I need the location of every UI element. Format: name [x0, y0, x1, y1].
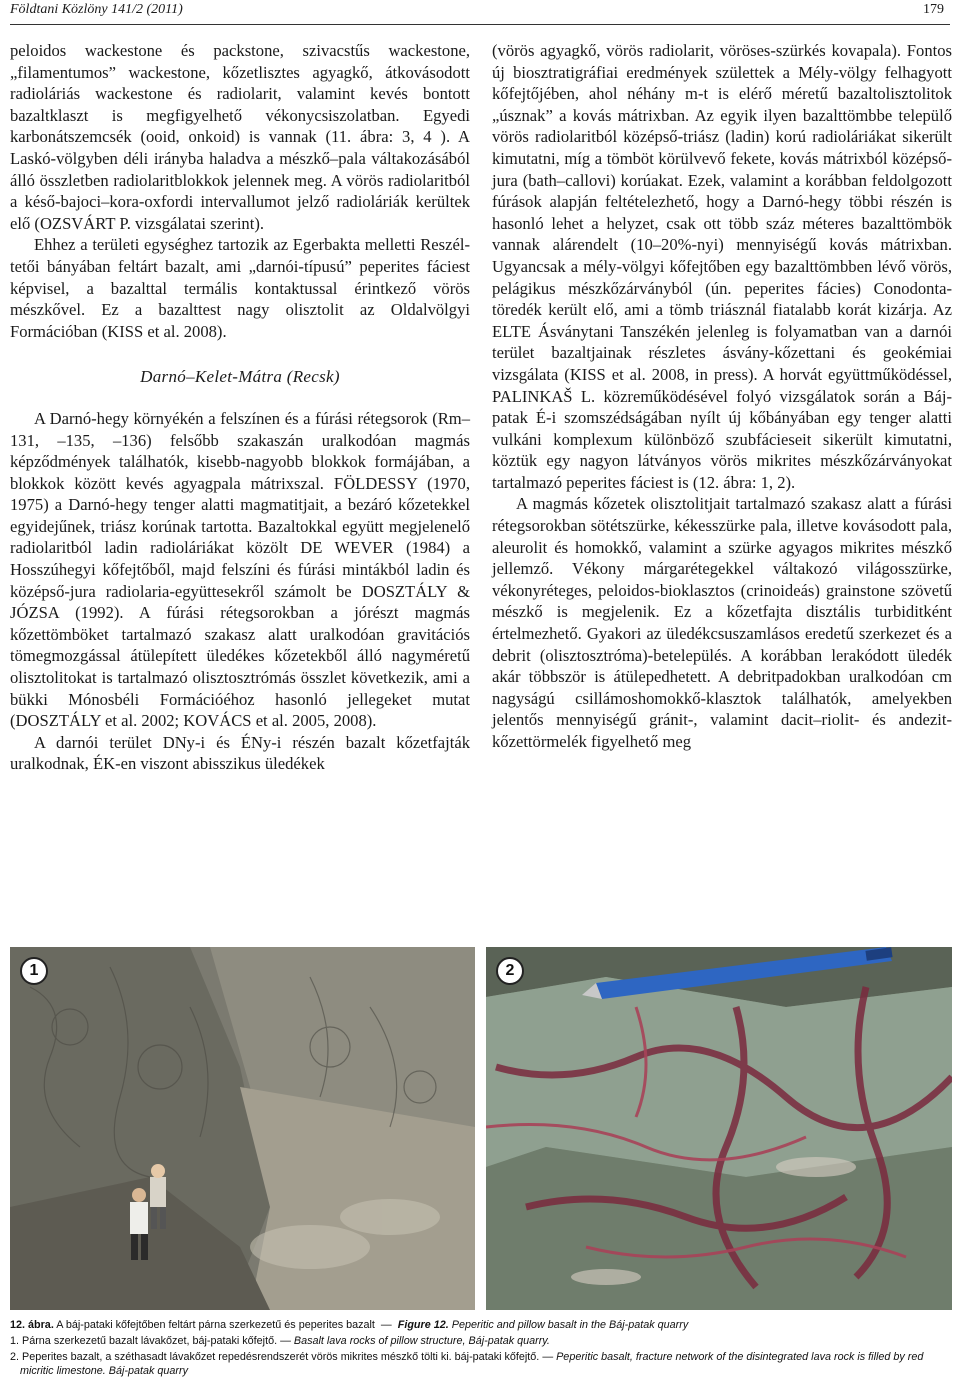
photo-pillow-basalt-quarry [10, 947, 475, 1310]
caption-item-1-hungarian: 1. Párna szerkezetű bazalt lávakőzet, báj-pataki kőfejtő. [10, 1335, 278, 1347]
caption-label: 12. ábra. [10, 1319, 54, 1331]
photo-peperitic-basalt [486, 947, 952, 1310]
caption-item-2-english: Peperitic basalt, fracture network of the disintegrated lava rock is filled by red micritic limestone. Báj-patak quarry [20, 1351, 924, 1377]
photo-number-badge: 2 [496, 957, 524, 985]
caption-item-2-hungarian: 2. Peperites bazalt, a széthasadt lávakőzet repedésrendszerét vörös mikrites mészkő tölti ki. báj-pataki kőfejtő. [10, 1351, 540, 1363]
caption-title-row [10, 1318, 956, 1332]
journal-title: Földtani Közlöny 141/2 (2011) [10, 2, 183, 17]
caption-english-label: Figure 12. [397, 1319, 449, 1331]
left-paragraph-4: A darnói terület DNy-i és ÉNy-i részén bazalt kőzetfajták uralkodnak, ÉK-en viszont abisszikus üledékek [10, 732, 470, 774]
figure-caption [10, 1318, 956, 1380]
peperite-photo-illustration [486, 947, 952, 1310]
left-paragraph-2: Ehhez a területi egységhez tartozik az Egerbakta melletti Reszél-tetői bányában feltárt bazalt, ami „darnói-típusú” peperites fáciest képvisel, a bazalttal termális kontaktussal érintkező vörös mészkővel. Ez a bazalttest nagy olisztolit az Oldalvölgyi Formációban (KISS et al. 2008). [10, 235, 470, 341]
page-number: 179 [923, 2, 944, 17]
caption-separator: — [377, 1319, 395, 1331]
quarry-photo-illustration [10, 947, 475, 1310]
right-paragraph-1: (vörös agyagkő, vörös radiolarit, vöröses-szürkés kovapala). Fontos új biosztratigráfiai eredmények születtek a Mély-völgy felhagyott kőfejtőjében, ahol néhány m-t is elérő méretű bazaltolisztolitok „úsznak” a kovás mátrixban. Az egyik ilyen bazalttömbbe települő vörös radiolaritból középső-triász (ladin) korú radioláriákat sikerült kimutatni, míg a tömböt körülvevő fekete, kovás mátrixból középső-jura (bath–callovi) korúakat. Ezek, valamint a korábban feldolgozott fúrások alapján feltételezhető, hogy a Darnó-hegy többi részén is hasonló lehet a helyzet, csak ott több száz méteres bazalttömbök vannak alárendelt (10–20%-nyi) mennyiségű kovás mátrixban. Ugyancsak a mély-völgyi kőfejtőben egy bazalttömbben lévő vörös, pelágikus mészkőzárványból (ún. peperites fácies) Conodonta-töredék került elő, ami a tömb triásznál fiatalabb korát kizárja. Az ELTE Ásványtani Tanszékén jelenleg is folyamatban van a darnói terület bazaltjainak részletes ásvány-kőzettani és geokémiai vizsgálata (KISS et al. 2008, in press). A horvát együttműködéssel, PALINKAŠ L. közreműködésével folyó vizsgálatok során a Báj-patak É-i szomszédságában nyílt új kőbányában egy tenger alatti vulkáni komplexum különböző szubfácieseit sikerült kimutatni, köztük egy nagyon látványos vörös mikrites mészkőzárványokat tartalmazó peperites fáciest is (12. ábra: 1, 2). [492, 41, 952, 492]
running-header [10, 2, 950, 24]
caption-item-2: 2. Peperites bazalt, a széthasadt lávakőzet repedésrendszerét vörös mikrites mészkő tölti ki. báj-pataki kőfejtő. — Peperitic basalt, fracture network of the disintegrated lava rock is filled by red micritic limestone. Báj-patak quarry [10, 1351, 924, 1377]
header-rule [10, 24, 950, 25]
left-text-column [10, 40, 470, 775]
section-heading: Darnó–Kelet-Mátra (Recsk) [140, 367, 340, 387]
caption-item-1-english: Basalt lava rocks of pillow structure, Báj-patak quarry. [293, 1335, 550, 1347]
left-paragraph-3: A Darnó-hegy környékén a felszínen és a fúrási rétegsorok (Rm–131, –135, –136) felsőbb szakaszán uralkodóan magmás képződmények találhatók, kisebb-nagyobb blokkok formájában, a blokkok között kevés agyagpala mátrixszal. FÖLDESSY (1970, 1975) a Darnó-hegy tenger alatti magmatitjait, a bezáró kőzetekkel egyidejűnek, triász korúnak tartotta. Bazaltokkal együtt megjelenelő radiolaritból ladin radioláriákat közölt DE WEVER (1984) a Hosszúhegyi kőfejtőből, majd felszíni és fúrási mintákból ladin és középső-jura radiolaria-együttesekről számolt be DOSZTÁLY & JÓZSA (1992). A fúrási rétegsorokban a jórészt magmás kőzettömböket tartalmazó szakasz alatt uralkodóan gravitációs tömegmozgással átülepített üledékes kőzetekből álló nagyméretű olisztolitokat is tartalmazó olisztosztrómás összlet következik, ami a bükki Mónosbéli Formációéhoz hasonló jellegeket mutat (DOSZTÁLY et al. 2002; KOVÁCS et al. 2005, 2008). [10, 408, 470, 731]
right-text-column [492, 40, 952, 753]
caption-english: Peperitic and pillow basalt in the Báj-patak quarry [451, 1319, 689, 1331]
right-paragraph-2: A magmás kőzetek olisztolitjait tartalmazó szakasz alatt a fúrási rétegsorokban sötétszürke, kékesszürke pala, illetve kovásodott pala, aleurolit és homokkő, valamint a szürke agyagos mikrites mészkő jellemző. Vékony márgarétegekkel váltakozó világosszürke, vékonyréteges, peloidos-bioklasztos (crinoideás) grainstone szövetű mészkő is megjelenik. Ez a kőzetfajta disztális turbiditként értelmezhető. Gyakori az üledékcsuszamlásos eredetű szerkezet és a debrit (olisztosztróma)-betelepülés. A korábban lerakódott üledék akár többször is átülepedhetett. A debritpadokban uralkodóan cm nagyságú csillámoshomokkő-klasztok találhatók, amelyekben jelentős mennyiségű gránit-, valamint dacit–riolit- és andezit-kőzettörmelék figyelhető meg [492, 494, 952, 751]
left-paragraph-1: peloidos wackestone és packstone, szivacstűs wackestone, „filamentumos” wackestone, kőzetlisztes agyagkő, átkovásodott radioláriás wackestone és radiolarit, valamint kevés bontott bazaltklaszt is megfigyelhető vékonycsiszolatban. Egyedi karbonátszemcsék (ooid, onkoid) is vannak (11. ábra: 3, 4 ). A Laskó-völgyben déli irányba haladva a mészkő–pala váltakozásából álló összletben radiolaritblokkok jelennek meg. A vörös radiolaritból a késő-bajoci–kora-oxfordi intervallumot jelző radioláriák kerültek elő (OZSVÁRT P. vizsgálatai szerint). [10, 41, 470, 233]
caption-hungarian: A báj-pataki kőfejtőben feltárt párna szerkezetű és peperites bazalt [56, 1319, 375, 1331]
photo-number-badge: 1 [20, 957, 48, 985]
caption-item-1: 1. Párna szerkezetű bazalt lávakőzet, báj-pataki kőfejtő. — Basalt lava rocks of pillow structure, Báj-patak quarry. [10, 1335, 550, 1347]
